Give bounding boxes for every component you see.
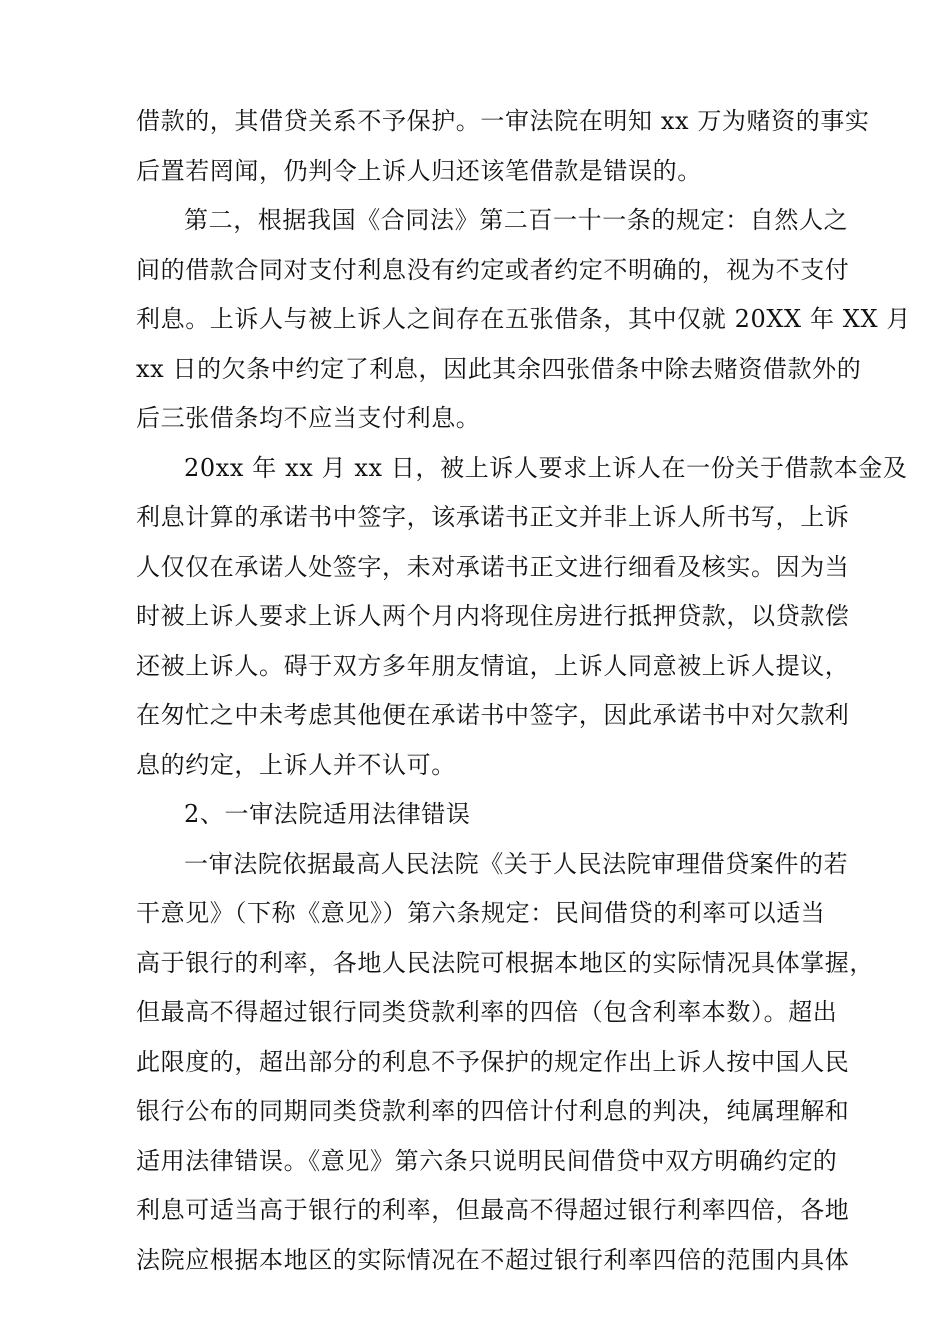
text-line: 在匆忙之中未考虑其他便在承诺书中签字，因此承诺书中对欠款利 — [136, 701, 850, 729]
text-line: 适用法律错误。《意见》第六条只说明民间借贷中双方明确约定的 — [136, 1147, 838, 1175]
text-line: 第二，根据我国《合同法》第二百一十一条的规定：自然人之 — [184, 206, 849, 234]
text-line: 利息计算的承诺书中签字，该承诺书正文并非上诉人所书写，上诉 — [136, 503, 850, 531]
text-line: 干意见》（下称《意见》）第六条规定：民间借贷的利率可以适当 — [136, 899, 826, 927]
text-line: xx 日的欠条中约定了利息，因此其余四张借条中除去赌资借款外的 — [136, 355, 862, 383]
text-line: 一审法院依据最高人民法院《关于人民法院审理借贷案件的若 — [184, 850, 849, 878]
text-line: 息的约定，上诉人并不认可。 — [136, 751, 456, 779]
text-line: 后三张借条均不应当支付利息。 — [136, 404, 481, 432]
text-line: 人仅仅在承诺人处签字，未对承诺书正文进行细看及核实。因为当 — [136, 553, 850, 581]
text-line: 时被上诉人要求上诉人两个月内将现住房进行抵押贷款，以贷款偿 — [136, 602, 850, 630]
section-heading: 2、一审法院适用法律错误 — [184, 800, 471, 828]
text-line: 间的借款合同对支付利息没有约定或者约定不明确的，视为不支付 — [136, 256, 850, 284]
text-line: 但最高不得超过银行同类贷款利率的四倍（包含利率本数）。超出 — [136, 998, 838, 1026]
text-line: 20xx 年 xx 月 xx 日，被上诉人要求上诉人在一份关于借款本金及 — [184, 454, 908, 482]
text-line: 法院应根据本地区的实际情况在不超过银行利率四倍的范围内具体 — [136, 1246, 850, 1274]
text-line: 借款的，其借贷关系不予保护。一审法院在明知 xx 万为赌资的事实 — [136, 107, 870, 135]
text-line: 后置若罔闻，仍判令上诉人归还该笔借款是错误的。 — [136, 157, 702, 185]
text-line: 利息。上诉人与被上诉人之间存在五张借条，其中仅就 20XX 年 XX 月 — [136, 305, 911, 333]
text-line: 利息可适当高于银行的利率，但最高不得超过银行利率四倍，各地 — [136, 1196, 850, 1224]
text-line: 还被上诉人。碍于双方多年朋友情谊，上诉人同意被上诉人提议， — [136, 652, 850, 680]
text-line: 此限度的，超出部分的利息不予保护的规定作出上诉人按中国人民 — [136, 1048, 850, 1076]
text-line: 高于银行的利率，各地人民法院可根据本地区的实际情况具体掌握， — [136, 949, 874, 977]
text-line: 银行公布的同期同类贷款利率的四倍计付利息的判决，纯属理解和 — [136, 1097, 850, 1125]
